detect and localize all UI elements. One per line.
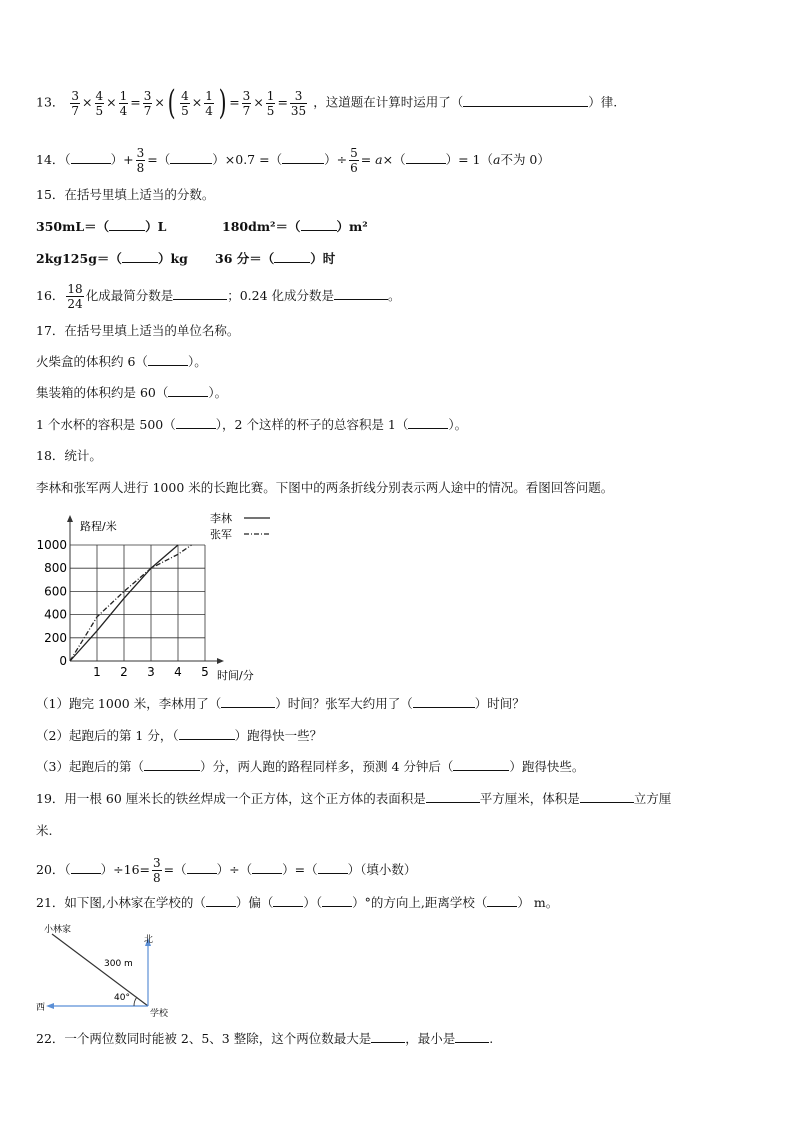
- x-tick-label: 2: [120, 665, 128, 679]
- question-17-title: 17．在括号里填上适当的单位名称。: [36, 323, 240, 338]
- question-22: 22．一个两位数同时能被 2、5、3 整除，这个两位数最大是 ，最小是 .: [36, 1031, 494, 1046]
- fraction: $\frac{18}{24}$: [67, 282, 83, 311]
- question-15-row-1b: 180dm²＝（ ）m²: [222, 219, 368, 234]
- question-19-line-1: 19．用一根 60 厘米长的铁丝焊成一个正方体，这个正方体的表面积是 平方厘米，体积是 立方厘: [36, 791, 672, 806]
- legend-label: 张军: [210, 528, 232, 541]
- x-tick-label: 5: [201, 665, 209, 679]
- answer-blank[interactable]: [406, 151, 446, 164]
- answer-blank[interactable]: [273, 894, 303, 907]
- answer-blank[interactable]: [426, 790, 480, 803]
- fraction: $\frac{4}{5}$: [95, 88, 104, 118]
- question-15-row-1: 350mL＝（ ）L: [36, 219, 167, 234]
- question-19-line-2: 米.: [36, 823, 53, 838]
- y-axis-arrow: [67, 515, 73, 522]
- question-13: 13． $\frac{3}{7}$ × $\frac{4}{5}$ × $\frac{1}{4}$ = $\frac{3}{7}$ ×( $\frac{4}{5}$ × $\frac{1}{4}$ ) = $\frac{3}{7}$ × $\frac{1}{5}$ = $\frac{3}{35}$ ，这道题在计算时运用了（ ）律.: [36, 83, 618, 123]
- answer-blank[interactable]: [71, 861, 101, 874]
- y-axis-label: 路程/米: [80, 520, 117, 533]
- x-tick-label: 4: [174, 665, 182, 679]
- answer-blank[interactable]: [453, 758, 509, 771]
- chart-labels: [36, 511, 270, 682]
- y-tick-label: 0: [59, 654, 67, 668]
- answer-blank[interactable]: [179, 727, 235, 740]
- chart-grid: [70, 545, 205, 661]
- x-axis-label: 时间/分: [217, 669, 254, 682]
- fraction: $\frac{3}{8}$: [136, 146, 145, 175]
- question-18-sub-1: （1）跑完 1000 米，李林用了（ ）时间？张军大约用了（ ）时间？: [36, 696, 525, 711]
- home-school-line: [52, 934, 148, 1006]
- answer-blank[interactable]: [176, 416, 216, 429]
- answer-blank[interactable]: [455, 1030, 489, 1043]
- label-north: 北: [144, 935, 154, 945]
- answer-blank[interactable]: [371, 1030, 405, 1043]
- question-14: 14．（ ）+ $\frac{3}{8}$ =（ ）×0.7 =（ ）÷ $\frac{5}{6}$ = a×（ ）= 1（a不为 0）: [36, 146, 550, 175]
- question-18-sub-3: （3）起跑后的第（ ）分，两人跑的路程同样多，预测 4 分钟后（ ）跑得快些。: [36, 759, 585, 774]
- answer-blank[interactable]: [71, 151, 111, 164]
- y-tick-label: 600: [44, 584, 67, 599]
- answer-blank[interactable]: [408, 416, 448, 429]
- answer-blank[interactable]: [173, 287, 227, 300]
- question-17-line-3: 1 个水杯的容积是 500（ ），2 个这样的杯子的总容积是 1（ ）。: [36, 417, 468, 432]
- right-paren-icon: ): [218, 83, 227, 123]
- fraction: $\frac{1}{4}$: [205, 88, 213, 118]
- answer-blank[interactable]: [187, 861, 217, 874]
- y-tick-label: 400: [44, 607, 67, 622]
- label-school: 学校: [150, 1009, 169, 1019]
- fraction: $\frac{5}{6}$: [350, 146, 358, 175]
- question-17-line-2: 集装箱的体积约是 60（ ）。: [36, 385, 228, 400]
- question-18-desc: 李林和张军两人进行 1000 米的长跑比赛。下图中的两条折线分别表示两人途中的情况。看图回答问题。: [36, 480, 614, 495]
- answer-blank[interactable]: [334, 287, 388, 300]
- west-arrow-head: [46, 1003, 54, 1009]
- question-18-title: 18．统计。: [36, 448, 102, 463]
- question-17-line-1: 火柴盒的体积约 6（ ）。: [36, 354, 207, 369]
- question-18-sub-2: （2）起跑后的第 1 分，（ ）跑得快一些？: [36, 728, 323, 743]
- y-tick-label: 200: [44, 630, 67, 645]
- angle-arc: [134, 997, 137, 1006]
- answer-blank[interactable]: [580, 790, 634, 803]
- left-paren-icon: (: [167, 83, 176, 123]
- fraction: $\frac{3}{7}$: [242, 88, 251, 118]
- answer-blank[interactable]: [301, 218, 337, 231]
- fraction: $\frac{3}{7}$: [143, 88, 152, 118]
- answer-blank[interactable]: [148, 353, 188, 366]
- chart-axes: [67, 515, 224, 664]
- answer-blank[interactable]: [170, 151, 212, 164]
- answer-blank[interactable]: [109, 218, 145, 231]
- fraction: $\frac{1}{4}$: [119, 88, 128, 118]
- running-distance-chart: [30, 506, 290, 686]
- question-20: 20．（ ）÷16= $\frac{3}{8}$ =（ ）÷（ ）=（ ）（填小数）: [36, 856, 417, 885]
- q13-number: 13．: [36, 94, 65, 110]
- answer-blank[interactable]: [413, 695, 475, 708]
- fraction: $\frac{3}{8}$: [153, 856, 161, 885]
- question-15-title: 15．在括号里填上适当的分数。: [36, 187, 215, 202]
- chart-series: [70, 545, 192, 661]
- answer-blank[interactable]: [487, 894, 517, 907]
- question-21: 21．如下图,小林家在学校的（ ）偏（ ）（ ）°的方向上,距离学校（ ） m。: [36, 895, 559, 910]
- answer-blank[interactable]: [252, 861, 282, 874]
- question-15-row-2b: 36 分＝（ ）时: [215, 251, 336, 266]
- series-line-2: [70, 545, 192, 661]
- answer-blank[interactable]: [221, 695, 275, 708]
- y-tick-label: 800: [44, 561, 67, 576]
- answer-blank[interactable]: [122, 250, 158, 263]
- fraction: $\frac{3}{7}$: [71, 88, 80, 118]
- label-home: 小林家: [44, 925, 72, 935]
- answer-blank[interactable]: [322, 894, 352, 907]
- answer-blank[interactable]: [144, 758, 200, 771]
- x-tick-label: 3: [147, 665, 155, 679]
- x-axis-arrow: [217, 658, 224, 664]
- fraction: $\frac{4}{5}$: [181, 88, 189, 118]
- question-15-row-2: 2kg125g＝（ ）kg: [36, 251, 188, 266]
- answer-blank[interactable]: [463, 94, 588, 107]
- answer-blank[interactable]: [168, 384, 208, 397]
- label-west: 西: [36, 1003, 46, 1013]
- x-tick-label: 1: [93, 665, 101, 679]
- legend-label: 李林: [210, 512, 232, 525]
- answer-blank[interactable]: [206, 894, 236, 907]
- fraction: $\frac{1}{5}$: [266, 88, 275, 118]
- answer-blank[interactable]: [274, 250, 310, 263]
- direction-diagram: [30, 920, 230, 1020]
- answer-blank[interactable]: [282, 151, 324, 164]
- y-tick-label: 1000: [36, 538, 67, 552]
- fraction: $\frac{3}{35}$: [290, 88, 307, 118]
- label-angle: 40°: [114, 993, 130, 1003]
- answer-blank[interactable]: [318, 861, 348, 874]
- label-distance: 300 m: [104, 959, 133, 969]
- question-16: 16． $\frac{18}{24}$ 化成最简分数是 ；0.24 化成分数是 。: [36, 282, 401, 311]
